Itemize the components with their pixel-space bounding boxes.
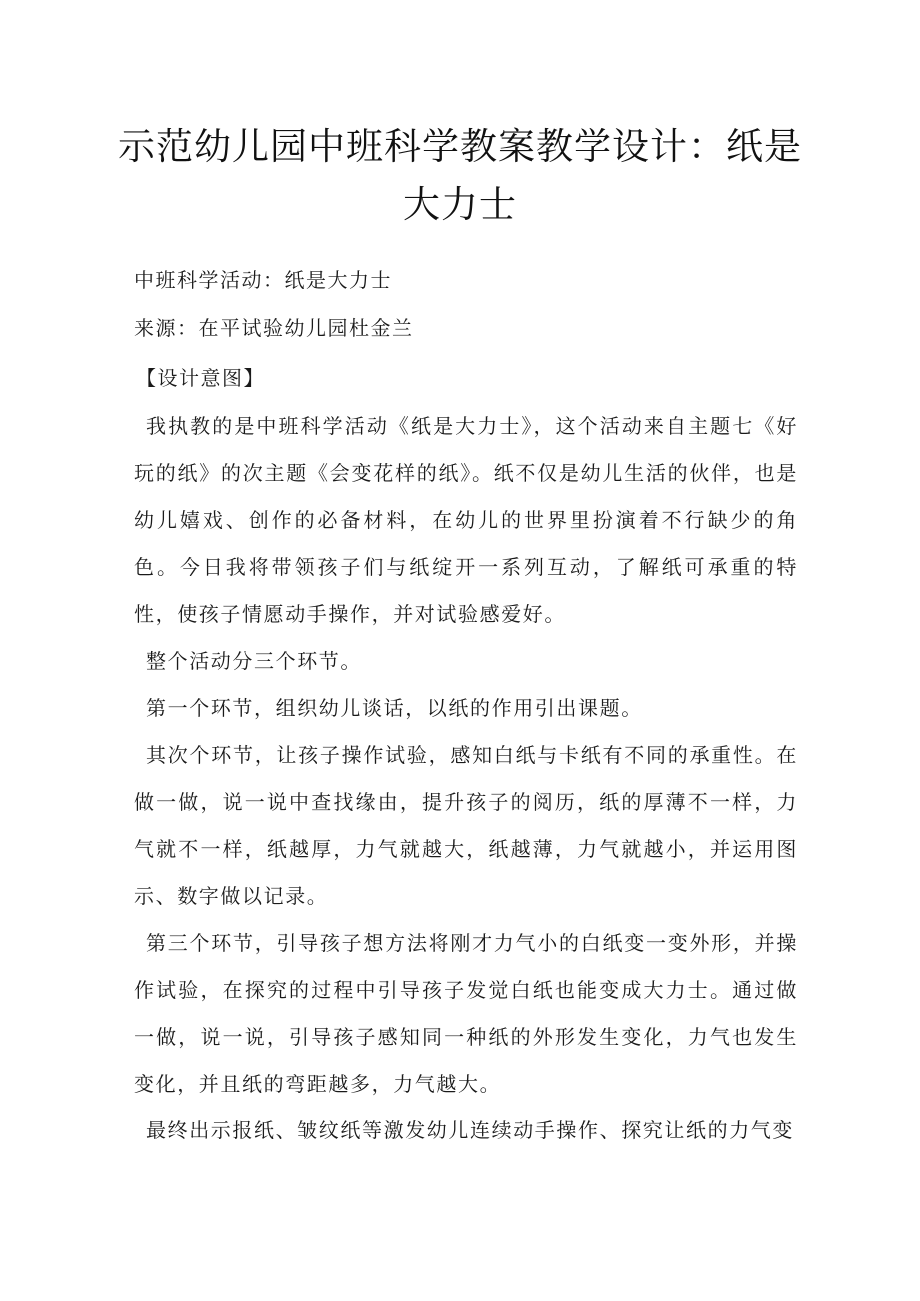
paragraph: 我执教的是中班科学活动《纸是大力士》，这个活动来自主题七《好玩的纸》的次主题《会变花样的纸》。纸不仅是幼儿生活的伙伴，也是幼儿嬉戏、创作的必备材料，在幼儿的世界里扮演着不行缺少的角色。今日我将带领孩子们与纸绽开一系列互动，了解纸可承重的特性，使孩子情愿动手操作，并对试验感爱好。 — [134, 414, 798, 626]
paragraph: 整个活动分三个环节。 — [146, 649, 362, 673]
paragraph: 第三个环节，引导孩子想方法将刚才力气小的白纸变一变外形，并操作试验，在探究的过程中引导孩子发觉白纸也能变成大力士。通过做一做，说一说，引导孩子感知同一种纸的外形发生变化，力气也发生变化，并且纸的弯距越多，力气越大。 — [134, 931, 798, 1096]
paragraph: 其次个环节，让孩子操作试验，感知白纸与卡纸有不同的承重性。在做一做，说一说中查找缘由，提升孩子的阅历，纸的厚薄不一样，力气就不一样，纸越厚，力气就越大，纸越薄，力气就越小，并运用图示、数字做以记录。 — [134, 743, 798, 908]
source-line: 来源：在平试验幼儿园杜金兰 — [134, 316, 414, 340]
section-heading: 【设计意图】 — [136, 366, 265, 390]
activity-name: 中班科学活动：纸是大力士 — [134, 268, 392, 292]
document-title: 示范幼儿园中班科学教案教学设计：纸是大力士 — [118, 125, 802, 226]
paragraph: 第一个环节，组织幼儿谈话，以纸的作用引出课题。 — [146, 696, 643, 720]
paragraph: 最终出示报纸、皱纹纸等激发幼儿连续动手操作、探究让纸的力气变 — [146, 1118, 794, 1142]
